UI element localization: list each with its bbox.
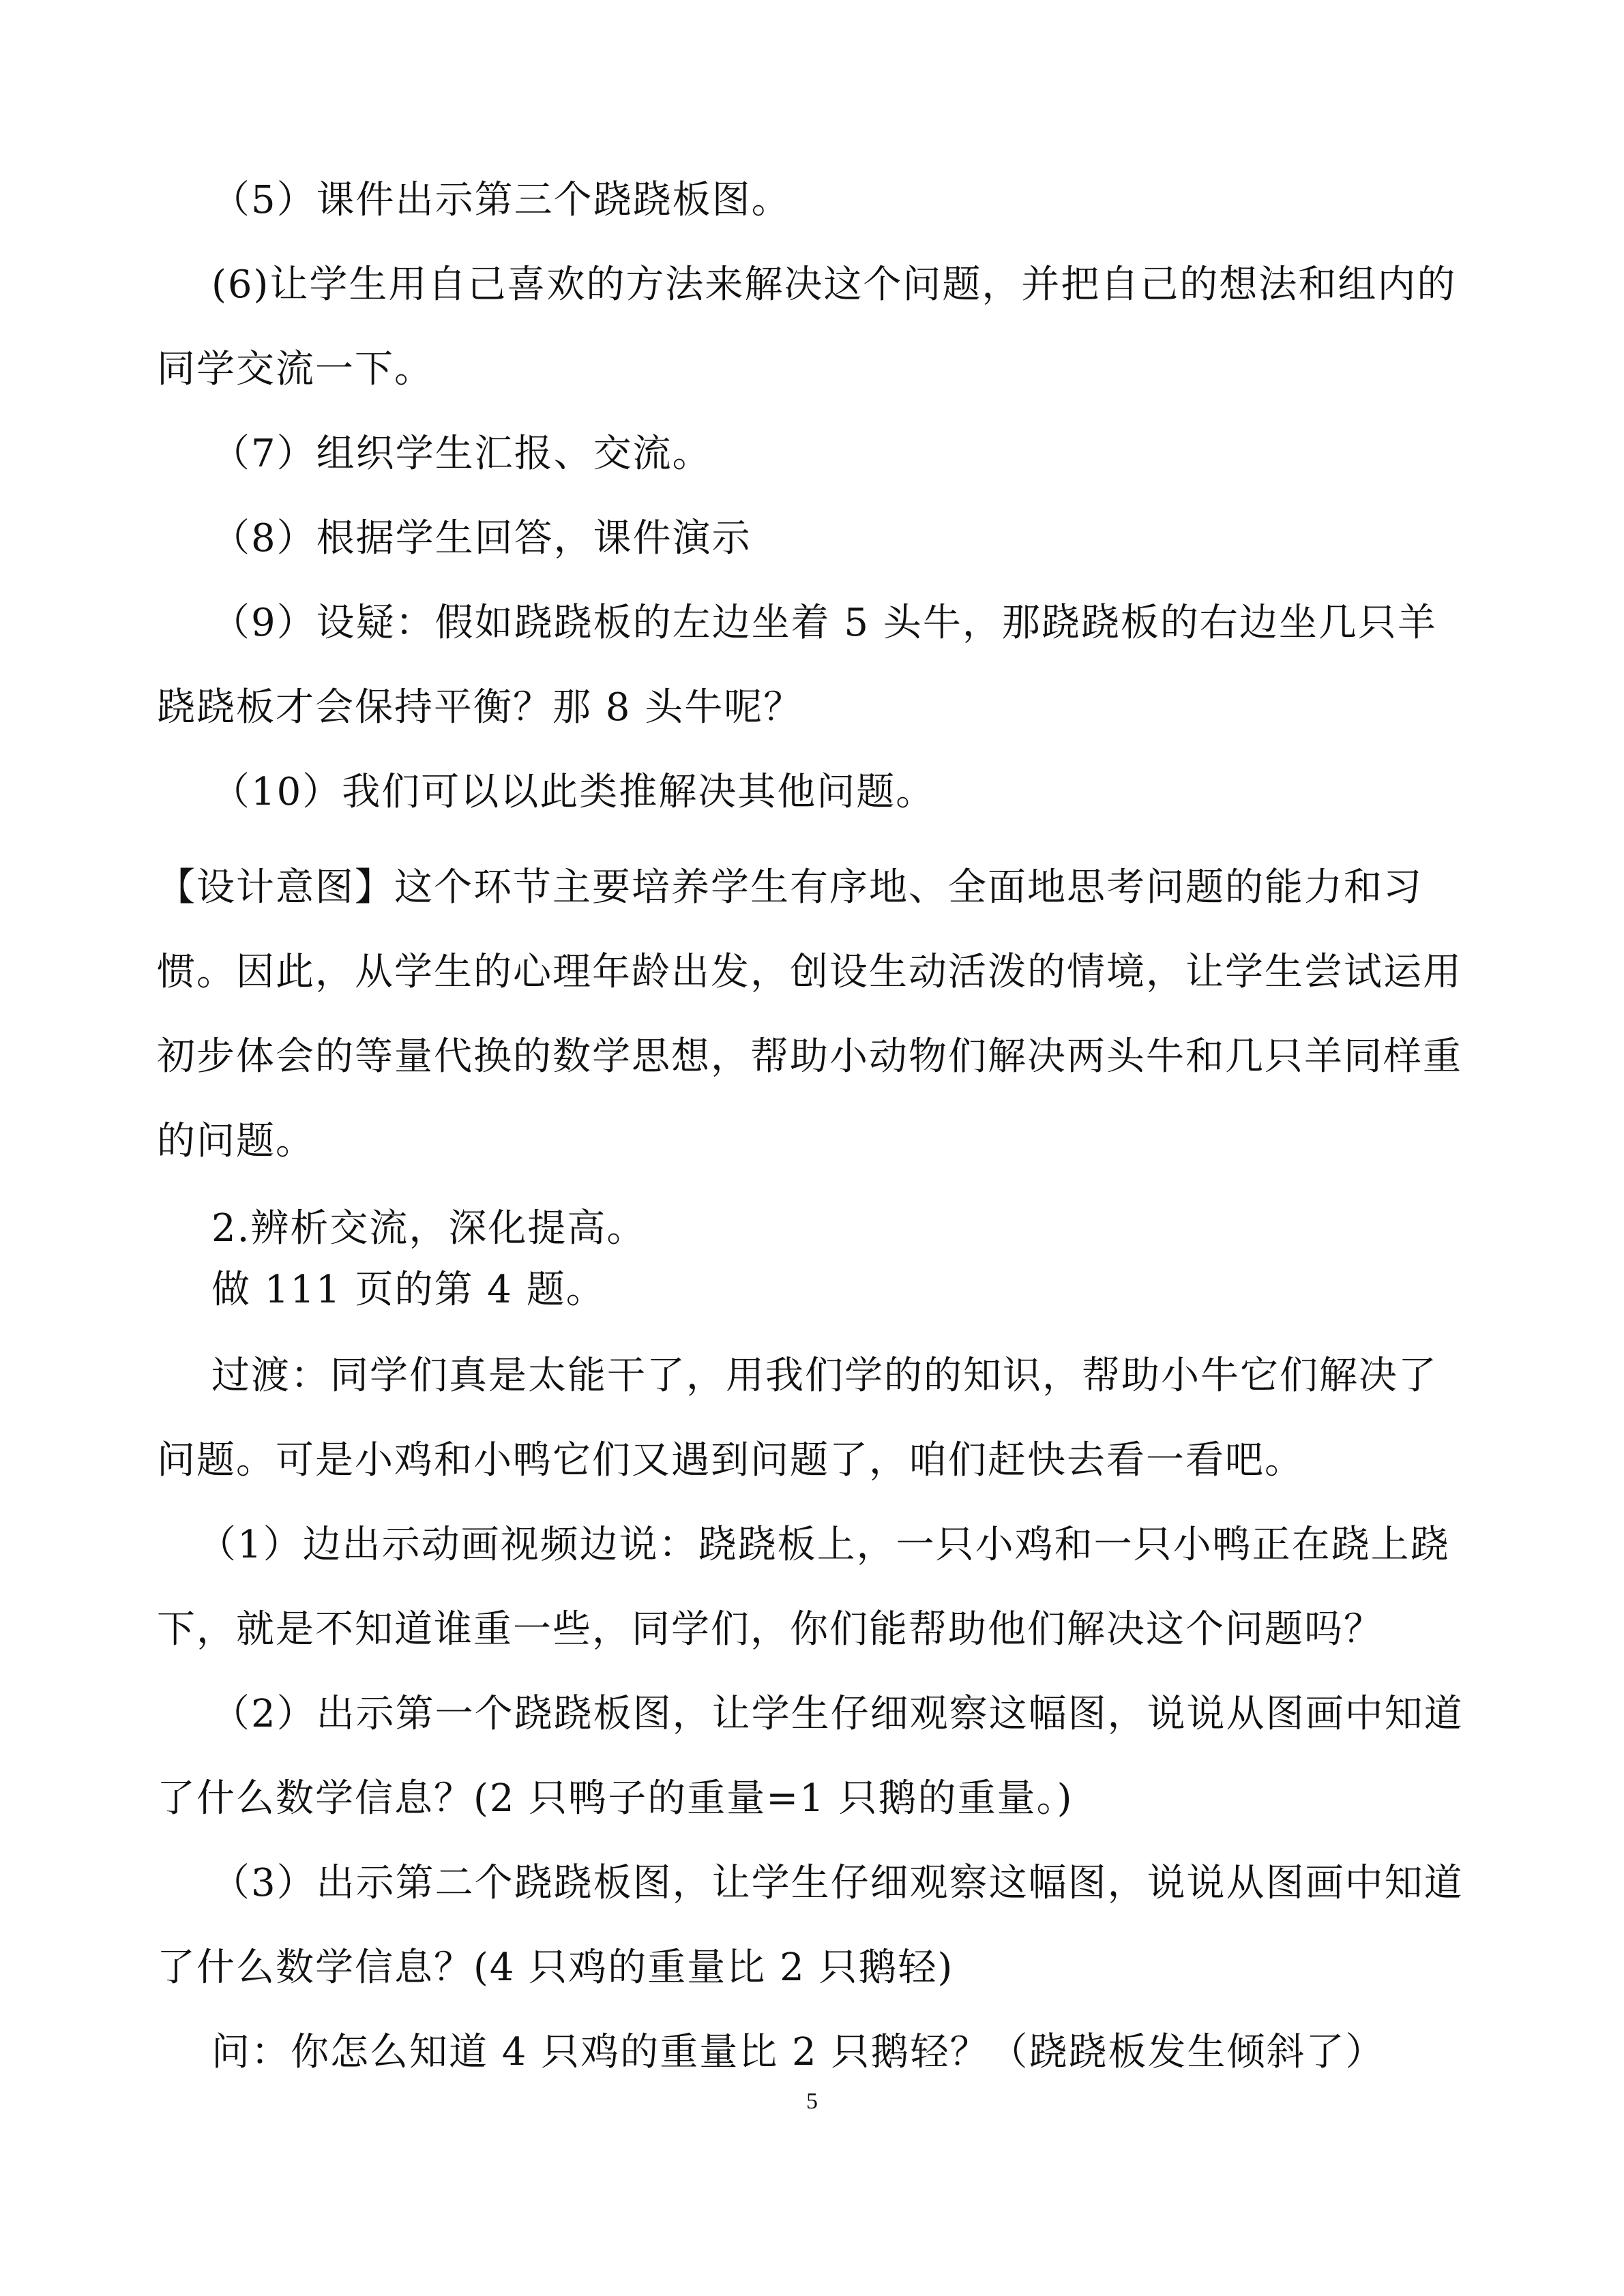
paragraph-text: 【设计意图】这个环节主要培养学生有序地、全面地思考问题的能力和习惯。因此，从学生的心理年龄出发，创设生动活泼的情境，让学生尝试运用初步体会的等量代换的数学思想，帮助小动物们解决两头牛和几只羊同样重的问题。 — [157, 865, 1462, 1163]
paragraph-text: （3）出示第二个跷跷板图，让学生仔细观察这幅图，说说从图画中知道了什么数学信息？(4 只鸡的重量比 2 只鹅轻) — [157, 1861, 1464, 1990]
paragraph-text: （5）课件出示第三个跷跷板图。 — [211, 178, 791, 222]
paragraph-text: （9）设疑：假如跷跷板的左边坐着 5 头牛，那跷跷板的右边坐几只羊跷跷板才会保持平衡？那 8 头牛呢？ — [157, 601, 1437, 730]
paragraph-text: 问：你怎么知道 4 只鸡的重量比 2 只鹅轻？（跷跷板发生倾斜了） — [211, 2030, 1385, 2074]
paragraph-6 — [157, 243, 1466, 412]
paragraph-text: 2.辨析交流，深化提高。 — [211, 1206, 647, 1251]
step-2-paragraph — [157, 1672, 1466, 1841]
paragraph-9 — [157, 581, 1466, 750]
question-paragraph — [157, 2010, 1466, 2095]
page-number: 5 — [806, 2089, 818, 2114]
paragraph-5 — [157, 158, 1466, 243]
paragraph-7 — [157, 412, 1466, 496]
paragraph-text: （8）根据学生回答，课件演示 — [211, 516, 752, 561]
step-3-paragraph — [157, 1841, 1466, 2010]
exercise-paragraph — [157, 1248, 1466, 1332]
design-intent-paragraph — [157, 846, 1466, 1184]
paragraph-text: 做 111 页的第 4 题。 — [211, 1268, 606, 1312]
paragraph-text: （10）我们可以以此类推解决其他问题。 — [211, 770, 936, 814]
paragraph-text: (6)让学生用自己喜欢的方法来解决这个问题，并把自己的想法和组内的同学交流一下。 — [157, 263, 1457, 391]
paragraph-text: （7）组织学生汇报、交流。 — [211, 432, 712, 476]
paragraph-10 — [157, 750, 1466, 835]
step-1-paragraph — [157, 1503, 1466, 1672]
paragraph-text: 过渡：同学们真是太能干了，用我们学的的知识，帮助小牛它们解决了问题。可是小鸡和小鸭它们又遇到问题了，咱们赶快去看一看吧。 — [157, 1354, 1438, 1482]
paragraph-8 — [157, 496, 1466, 581]
paragraph-text: （1）边出示动画视频边说：跷跷板上，一只小鸡和一只小鸭正在跷上跷下，就是不知道谁重一些，同学们，你们能帮助他们解决这个问题吗？ — [157, 1523, 1450, 1652]
paragraph-text: （2）出示第一个跷跷板图，让学生仔细观察这幅图，说说从图画中知道了什么数学信息？(2 只鸭子的重量=1 只鹅的重量。) — [157, 1692, 1464, 1821]
transition-paragraph — [157, 1334, 1466, 1503]
